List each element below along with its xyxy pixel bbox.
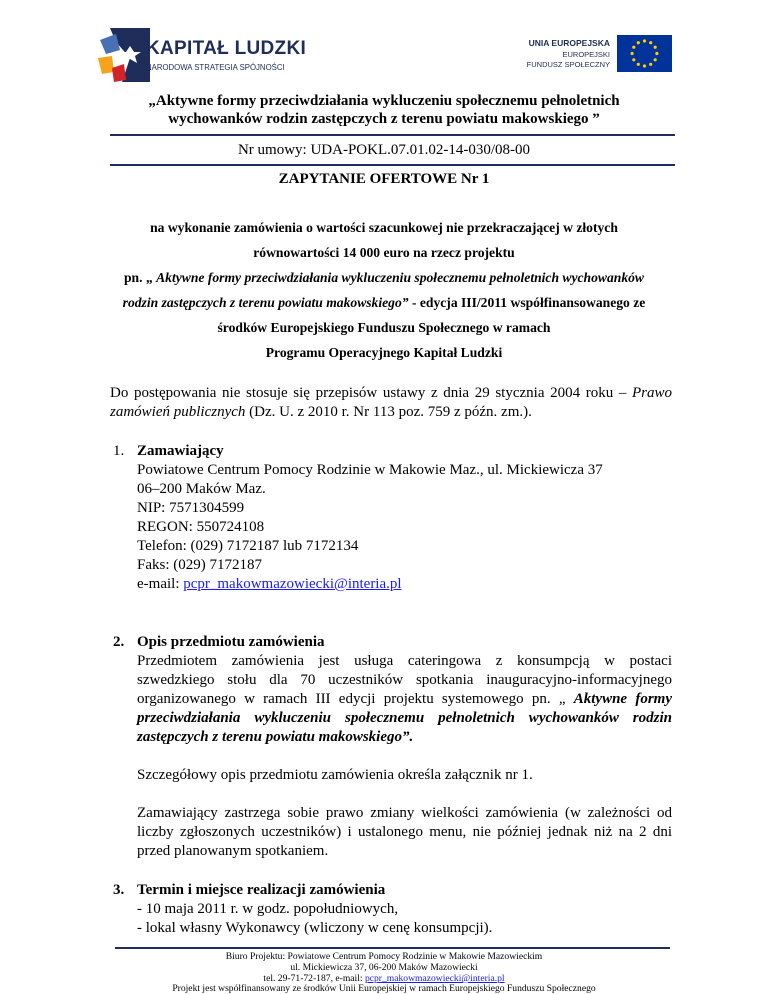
intro-line3-prefix: pn. „ — [123, 270, 157, 285]
section2-p3-line2: liczby zgłoszonych uczestników) i ustalonego menu, nie później jednak niż na 2 dni — [137, 824, 672, 840]
eu-flag-icon — [617, 35, 672, 72]
section1-email-line — [137, 576, 402, 593]
section1-regon-line: REGON: 550724108 — [137, 519, 265, 535]
intro-line2: równowartości 14 000 euro na rzecz projektu — [253, 245, 515, 260]
section2-project-name-part1: Aktywne formy — [573, 691, 672, 707]
document-heading: ZAPYTANIE OFERTOWE Nr 1 — [278, 171, 490, 187]
kapital-ludzki-logo — [96, 26, 326, 86]
notice-citation: (Dz. U. z 2010 r. Nr 113 poz. 759 z późn. zm.). — [245, 404, 532, 420]
eu-logo — [490, 35, 690, 75]
footer-line1: Biuro Projektu: Powiatowe Centrum Pomocy Rodzinie w Makowie Mazowieckim — [225, 951, 543, 962]
section3-heading: Termin i miejsce realizacji zamówienia — [137, 882, 386, 898]
kapital-ludzki-title: KAPITAŁ LUDZKI — [146, 38, 307, 59]
intro-line3 — [0, 270, 768, 286]
footer-line4: Projekt jest współfinansowany ze środków Unii Europejskiej w ramach Europejskiego Funduszu Społecznego — [172, 983, 596, 994]
section2-p1-line3-text: organizowanego w ramach III edycji projektu systemowego pn. „ — [137, 691, 566, 707]
header-divider — [110, 134, 675, 136]
section2-p1-line1: Przedmiotem zamówienia jest usługa cateringowa z konsumpcją w postaci — [137, 653, 672, 669]
intro-line5: środków Europejskiego Funduszu Społecznego w ramach — [217, 320, 551, 335]
kapital-ludzki-subtitle: NARODOWA STRATEGIA SPÓJNOŚCI — [146, 63, 285, 72]
section1-email-link[interactable]: pcpr_makowmazowiecki@interia.pl — [183, 576, 402, 592]
kapital-ludzki-emblem-icon — [96, 28, 150, 82]
section1-postal-line: 06–200 Maków Maz. — [137, 481, 266, 497]
notice-line2 — [110, 404, 532, 421]
eu-logo-line1: UNIA EUROPEJSKA — [528, 38, 610, 48]
footer-divider — [115, 947, 670, 949]
section1-phone-line: Telefon: (029) 7172187 lub 7172134 — [137, 538, 359, 554]
section1-heading: Zamawiający — [137, 443, 224, 459]
intro-line6: Programu Operacyjnego Kapitał Ludzki — [265, 345, 503, 360]
footer-email-link[interactable]: pcpr_makowmazowiecki@interia.pl — [364, 973, 505, 984]
notice-line1 — [110, 385, 672, 402]
section2-heading: Opis przedmiotu zamówienia — [137, 634, 325, 650]
section1-email-label: e-mail: — [137, 576, 184, 592]
section2-p3-line3: przed planowanym spotkaniem. — [137, 843, 329, 859]
notice-law-name-part2: zamówień publicznych — [110, 404, 246, 420]
section2-p2: Szczegółowy opis przedmiotu zamówienia określa załącznik nr 1. — [137, 767, 533, 783]
section3-number: 3. — [113, 882, 125, 898]
section2-p3-line1: Zamawiający zastrzega sobie prawo zmiany wielkości zamówienia (w zależności od — [137, 805, 672, 821]
intro-line1: na wykonanie zamówienia o wartości szacunkowej nie przekraczającej w złotych — [150, 220, 618, 235]
section2-p1-line2: szwedzkiego stołu dla 70 uczestników spotkania inauguracyjno-informacyjnego — [137, 672, 672, 688]
contract-divider — [110, 164, 675, 166]
section3-line1: - 10 maja 2011 r. w godz. popołudniowych, — [137, 901, 399, 917]
notice-text: Do postępowania nie stosuje się przepisów ustawy z dnia 29 stycznia 2004 roku – — [110, 385, 627, 401]
project-title-line1: „Aktywne formy przeciwdziałania wykluczeniu społecznemu pełnoletnich — [148, 93, 620, 109]
eu-logo-line2: EUROPEJSKI — [562, 50, 610, 59]
intro-line4 — [0, 295, 768, 311]
section1-number: 1. — [113, 443, 125, 459]
section2-number: 2. — [113, 634, 125, 650]
footer-contact: tel. 29-71-72-187, e-mail: — [263, 973, 365, 984]
section3-line2: - lokal własny Wykonawcy (wliczony w cenę konsumpcji). — [137, 920, 493, 936]
footer-line2: ul. Mickiewicza 37, 06-200 Maków Mazowiecki — [290, 962, 478, 973]
section1-nip-line: NIP: 7571304599 — [137, 500, 245, 516]
section1-address-line: Powiatowe Centrum Pomocy Rodzinie w Makowie Maz., ul. Mickiewicza 37 — [137, 462, 603, 478]
section2-project-name-part2: przeciwdziałania wykluczeniu społecznemu pełnoletnich wychowanków rodzin — [137, 710, 672, 726]
section2-p1-line3 — [137, 691, 672, 708]
section2-project-name-part3: zastępczych z terenu powiatu makowskiego”. — [137, 729, 414, 745]
intro-project-name-part2: rodzin zastępczych z terenu powiatu makowskiego” — [122, 295, 409, 310]
intro-line4-rest: - edycja III/2011 współfinansowanego ze — [408, 295, 646, 310]
intro-project-name-part1: Aktywne formy przeciwdziałania wykluczeniu społecznemu pełnoletnich wychowanków — [156, 270, 645, 285]
contract-number: Nr umowy: UDA-POKL.07.01.02-14-030/08-00 — [237, 142, 531, 158]
notice-law-name-part1: Prawo — [631, 385, 672, 401]
eu-logo-line3: FUNDUSZ SPOŁECZNY — [526, 60, 610, 69]
section1-fax-line: Faks: (029) 7172187 — [137, 557, 262, 573]
project-title-line2: wychowanków rodzin zastępczych z terenu powiatu makowskiego ” — [168, 111, 600, 127]
